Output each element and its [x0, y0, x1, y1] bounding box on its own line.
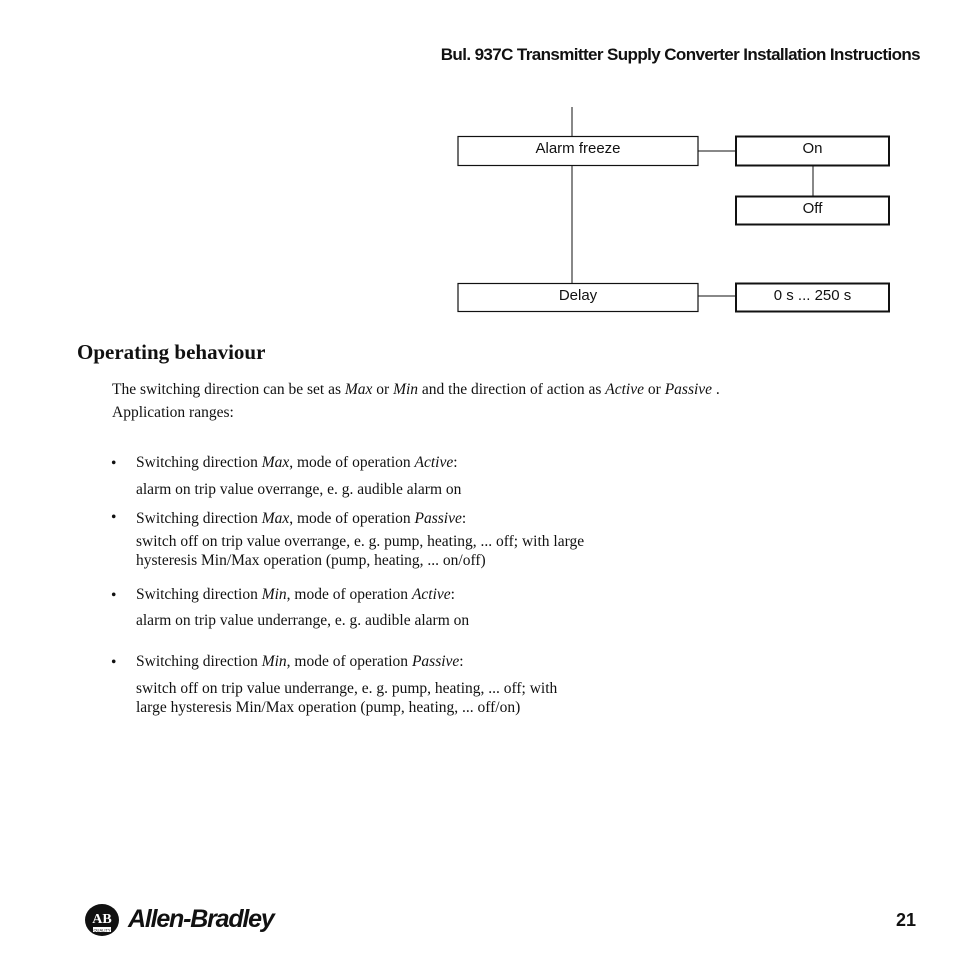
bullet-text: Switching direction — [136, 653, 262, 670]
bullet-marker: • — [111, 587, 117, 604]
bullet-2-heading — [136, 510, 466, 528]
bullet-text: : — [453, 454, 458, 471]
bullet-mode: Passive — [411, 653, 460, 670]
bullet-1-description: alarm on trip value overrange, e. g. audible alarm on — [136, 481, 462, 498]
brand-name: Allen-Bradley — [128, 905, 274, 933]
bullet-text: , mode of operation — [286, 586, 412, 603]
intro-paragraph — [112, 381, 720, 399]
bullet-text: : — [459, 653, 464, 670]
bullet-direction: Min — [261, 586, 287, 603]
bullet-mode: Active — [414, 454, 454, 471]
bullet-3-heading — [136, 586, 455, 604]
svg-text:QUALITY: QUALITY — [93, 927, 111, 933]
intro-min: Min — [393, 381, 419, 398]
bullet-4-description-line-2: large hysteresis Min/Max operation (pump, heating, ... off/on) — [136, 699, 521, 716]
bullet-marker: • — [111, 509, 117, 526]
bullet-4-heading — [136, 653, 464, 671]
bullet-text: Switching direction — [136, 454, 262, 471]
section-heading: Operating behaviour — [77, 340, 266, 364]
bullet-text: , mode of operation — [286, 653, 412, 670]
bullet-mode: Active — [411, 586, 451, 603]
intro-active: Active — [605, 381, 645, 398]
intro-passive: Passive — [664, 381, 713, 398]
bullet-text: , mode of operation — [289, 510, 415, 527]
on-option-box: On — [802, 140, 823, 157]
bullet-text: : — [461, 510, 467, 527]
bullet-text: : — [450, 586, 455, 603]
intro-text: . — [712, 381, 720, 398]
off-option-box: Off — [802, 200, 823, 217]
bullet-text: , mode of operation — [289, 454, 415, 471]
bullet-marker: • — [111, 455, 117, 472]
bullet-2-description-line-1: switch off on trip value overrange, e. g. pump, heating, ... off; with large — [136, 533, 585, 550]
bullet-text: Switching direction — [136, 510, 262, 527]
bullet-4-description-line-1: switch off on trip value underrange, e. g. pump, heating, ... off; with — [136, 680, 558, 697]
bullet-marker: • — [111, 654, 117, 671]
delay-box: Delay — [558, 287, 598, 304]
bullet-direction: Max — [261, 454, 290, 471]
application-ranges-label: Application ranges: — [112, 404, 234, 421]
bullet-2-description-line-2: hysteresis Min/Max operation (pump, heating, ... on/off) — [136, 552, 486, 569]
intro-text: or — [372, 381, 394, 398]
bullet-text: Switching direction — [136, 586, 262, 603]
alarm-freeze-box: Alarm freeze — [535, 140, 621, 157]
intro-text: or — [644, 381, 665, 398]
svg-text:AB: AB — [92, 912, 112, 927]
bullet-mode: Passive — [414, 510, 462, 527]
intro-text: and the direction of action as — [418, 381, 606, 398]
bullet-direction: Min — [261, 653, 287, 670]
intro-max: Max — [344, 381, 373, 398]
bullet-3-description: alarm on trip value underrange, e. g. audible alarm on — [136, 612, 470, 629]
delay-range-box: 0 s ... 250 s — [773, 287, 852, 304]
bullet-direction: Max — [261, 510, 290, 527]
allen-bradley-logo-icon — [84, 903, 120, 937]
bullet-1-heading — [136, 454, 458, 472]
intro-text: The switching direction can be set as — [112, 381, 345, 398]
page-number: 21 — [895, 910, 916, 930]
page-header-title: Bul. 937C Transmitter Supply Converter Installation Instructions — [440, 45, 920, 64]
